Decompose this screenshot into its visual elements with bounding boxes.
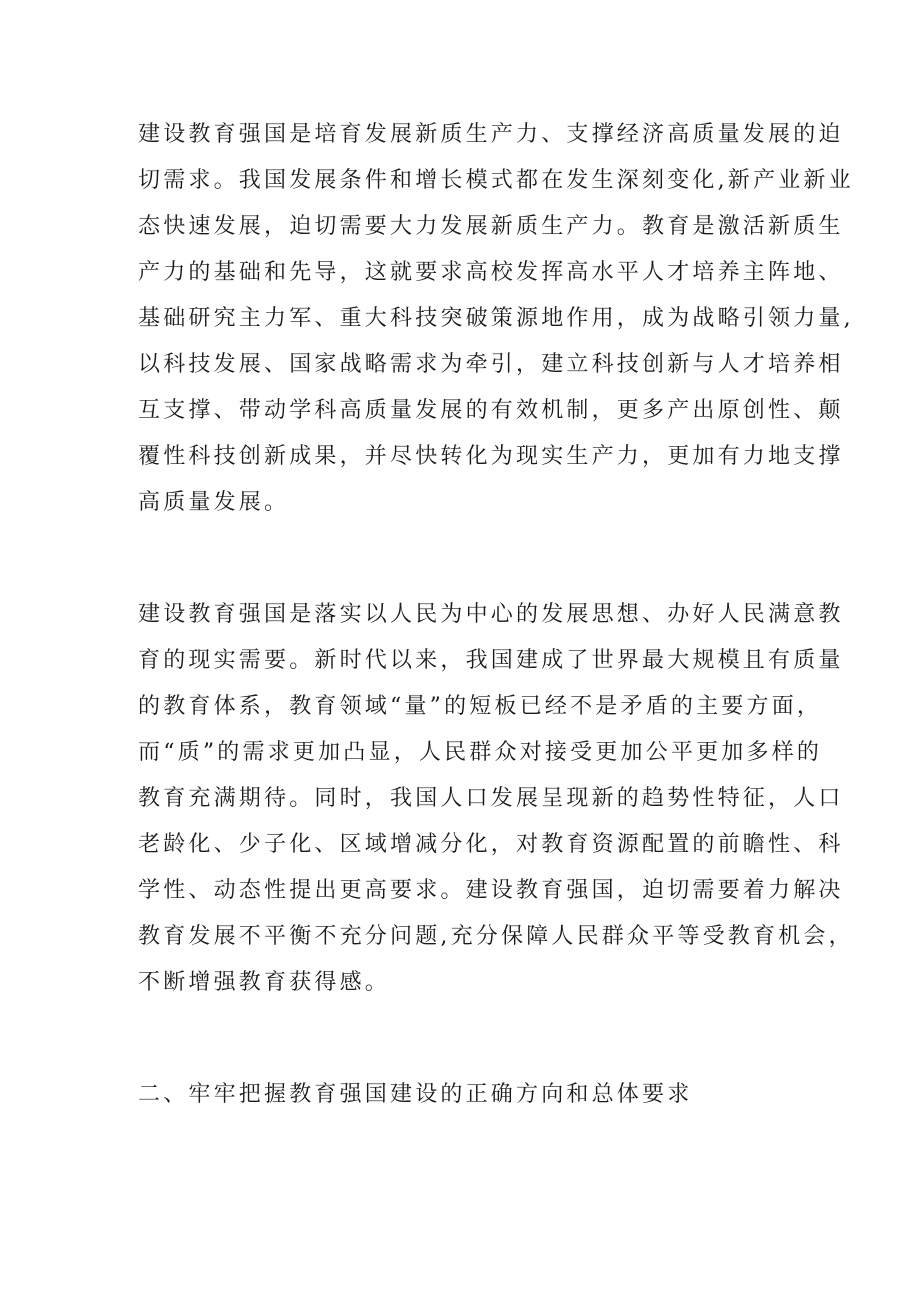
paragraph-line: 而“质”的需求更加凸显，人民群众对接受更加公平更加多样的 <box>138 740 823 765</box>
paragraph-line: 态快速发展，迫切需要大力发展新质生产力。教育是激活新质生 <box>138 214 844 239</box>
paragraph-1 <box>138 112 854 526</box>
paragraph-line: 建设教育强国是培育发展新质生产力、支撑经济高质量发展的迫 <box>138 122 844 147</box>
paragraph-line: 以科技发展、国家战略需求为牵引，建立科技创新与人才培养相 <box>138 352 844 377</box>
paragraph-line: 不断增强教育获得感。 <box>138 970 391 995</box>
paragraph-line: 学性、动态性提出更高要求。建设教育强国，迫切需要着力解决 <box>138 878 844 903</box>
paragraph-line: 切需求。我国发展条件和增长模式都在发生深刻变化,新产业新业 <box>138 168 854 193</box>
paragraph-line: 育的现实需要。新时代以来，我国建成了世界最大规模且有质量 <box>138 648 844 673</box>
paragraph-2 <box>138 592 854 1006</box>
paragraph-line: 覆性科技创新成果，并尽快转化为现实生产力，更加有力地支撑 <box>138 444 844 469</box>
paragraph-line: 的教育体系，教育领域“量”的短板已经不是矛盾的主要方面， <box>138 694 823 719</box>
paragraph-line: 基础研究主力军、重大科技突破策源地作用，成为战略引领力量, <box>138 306 854 331</box>
paragraph-line: 教育充满期待。同时，我国人口发展呈现新的趋势性特征，人口 <box>138 786 844 811</box>
paragraph-line: 教育发展不平衡不充分问题,充分保障人民群众平等受教育机会， <box>138 924 854 949</box>
paragraph-line: 建设教育强国是落实以人民为中心的发展思想、办好人民满意教 <box>138 602 844 627</box>
paragraph-line: 互支撑、带动学科高质量发展的有效机制，更多产出原创性、颠 <box>138 398 844 423</box>
section-heading: 二、牢牢把握教育强国建设的正确方向和总体要求 <box>138 1082 693 1107</box>
paragraph-line: 高质量发展。 <box>138 490 290 515</box>
paragraph-line: 老龄化、少子化、区域增减分化，对教育资源配置的前瞻性、科 <box>138 832 844 857</box>
paragraph-line: 产力的基础和先导，这就要求高校发挥高水平人才培养主阵地、 <box>138 260 844 285</box>
